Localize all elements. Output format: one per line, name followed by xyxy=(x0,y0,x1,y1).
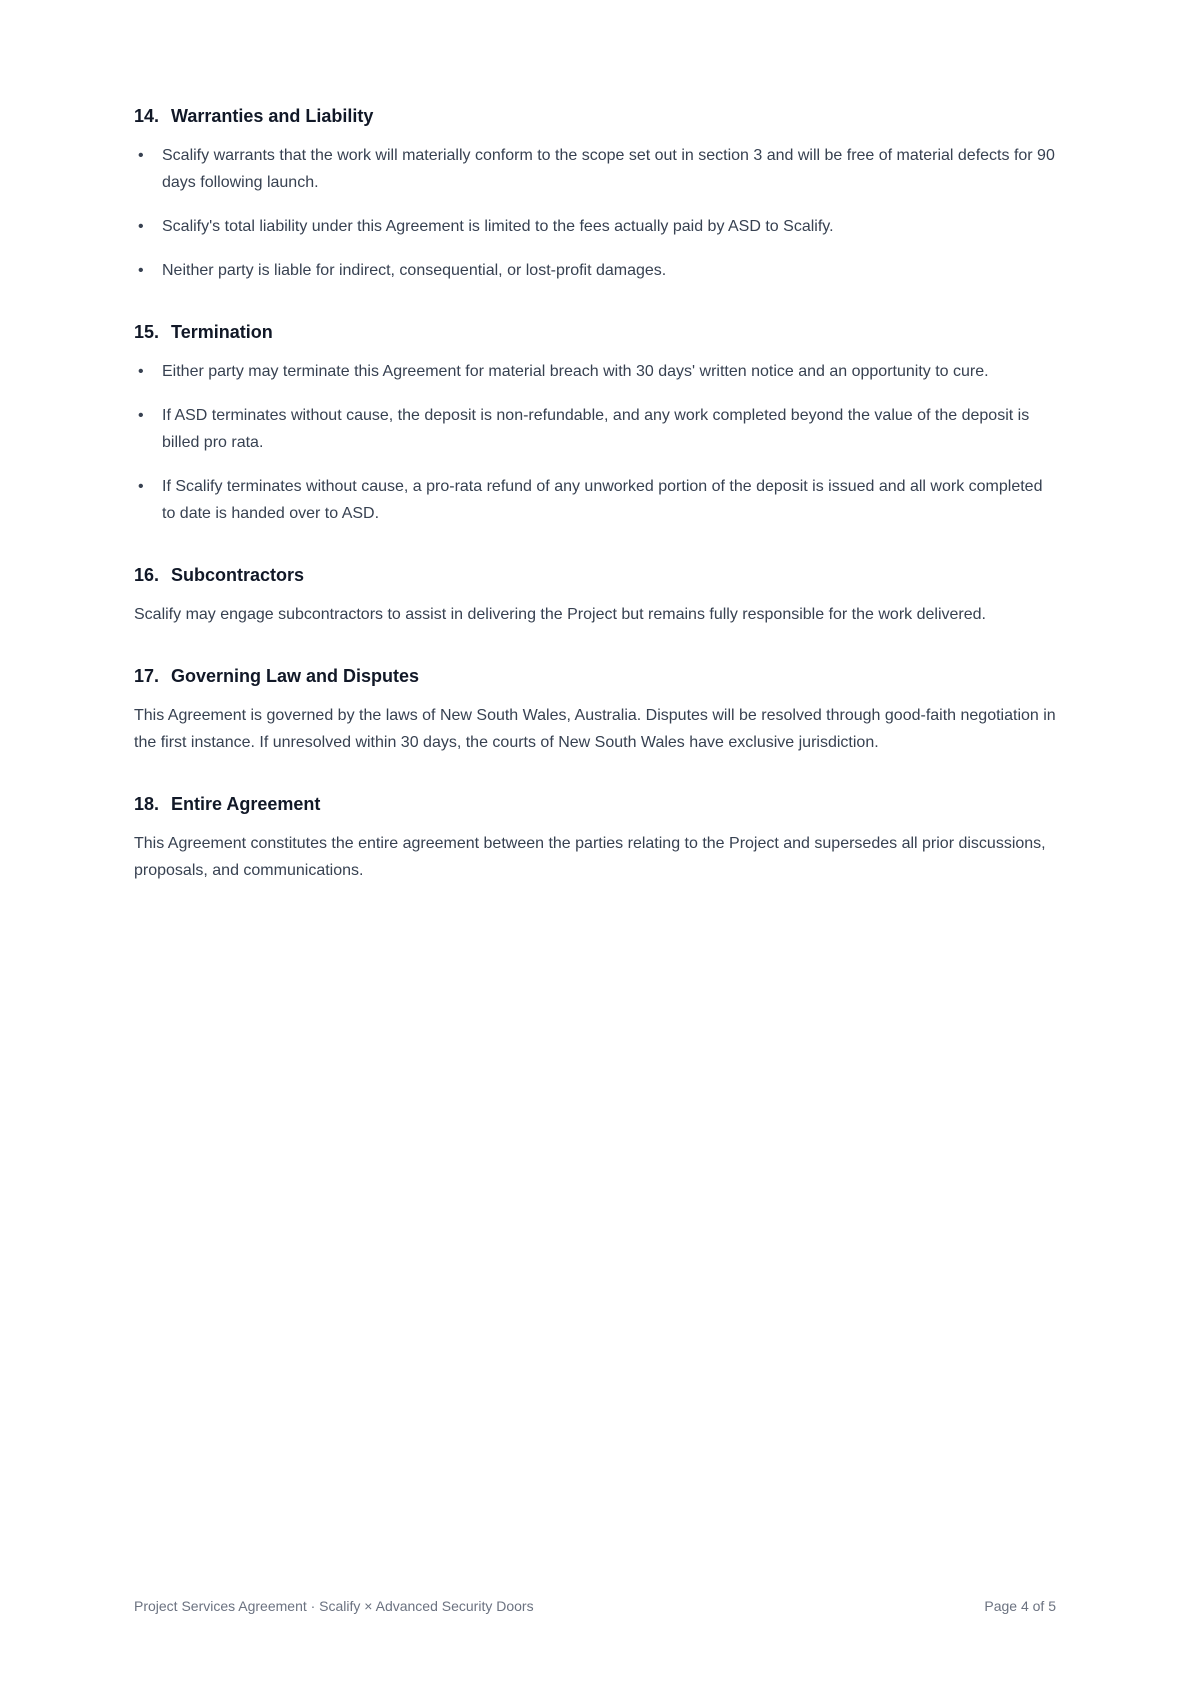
page-footer xyxy=(134,1596,1056,1616)
bullet-text: Scalify warrants that the work will materially conform to the scope set out in section 3 and will be free of material defects for 90 days following launch. xyxy=(162,147,1055,191)
bullet-text: If Scalify terminates without cause, a pro-rata refund of any unworked portion of the deposit is issued and all work completed to date is handed over to ASD. xyxy=(162,478,1043,522)
bullet-text: Either party may terminate this Agreement for material breach with 30 days' written notice and an opportunity to cure. xyxy=(162,363,989,380)
section-title: Termination xyxy=(171,322,273,342)
section-title: Subcontractors xyxy=(171,565,305,585)
bullet-list xyxy=(134,142,1058,284)
bullet-item xyxy=(134,473,1058,527)
section-heading xyxy=(134,320,1058,344)
document-section xyxy=(134,104,1058,284)
bullet-marker: • xyxy=(138,407,144,424)
bullet-text: Neither party is liable for indirect, consequential, or lost-profit damages. xyxy=(162,262,667,279)
section-heading xyxy=(134,563,1058,587)
section-number: 17. xyxy=(134,666,160,686)
bullet-item xyxy=(134,358,1058,385)
body-paragraph: Scalify may engage subcontractors to assist in delivering the Project but remains fully responsible for the work delivered. xyxy=(134,606,986,623)
section-heading xyxy=(134,104,1058,128)
bullet-marker: • xyxy=(138,478,144,495)
section-number: 18. xyxy=(134,794,160,814)
bullet-text: Scalify's total liability under this Agreement is limited to the fees actually paid by ASD to Scalify. xyxy=(162,218,834,235)
bullet-item xyxy=(134,142,1058,196)
bullet-item xyxy=(134,213,1058,240)
document-section xyxy=(134,563,1058,628)
section-number: 14. xyxy=(134,106,160,126)
footer-page-number: Page 4 of 5 xyxy=(984,1598,1056,1614)
document-section xyxy=(134,792,1058,884)
section-title: Governing Law and Disputes xyxy=(171,666,420,686)
body-paragraph: This Agreement constitutes the entire agreement between the parties relating to the Project and supersedes all prior discussions, proposals, and communications. xyxy=(134,835,1046,879)
bullet-text: If ASD terminates without cause, the deposit is non-refundable, and any work completed beyond the value of the deposit is billed pro rata. xyxy=(162,407,1030,451)
bullet-marker: • xyxy=(138,363,144,380)
bullet-marker: • xyxy=(138,218,144,235)
bullet-marker: • xyxy=(138,262,144,279)
bullet-item xyxy=(134,257,1058,284)
document-content xyxy=(134,104,1058,920)
document-section xyxy=(134,320,1058,527)
document-section xyxy=(134,664,1058,756)
bullet-marker: • xyxy=(138,147,144,164)
section-heading xyxy=(134,792,1058,816)
body-paragraph: This Agreement is governed by the laws of New South Wales, Australia. Disputes will be resolved through good-faith negotiation in the first instance. If unresolved within 30 days, the courts of New South Wales have exclusive jurisdiction. xyxy=(134,707,1056,751)
section-heading xyxy=(134,664,1058,688)
bullet-list xyxy=(134,358,1058,527)
section-title: Warranties and Liability xyxy=(171,106,374,126)
bullet-item xyxy=(134,402,1058,456)
section-title: Entire Agreement xyxy=(171,794,321,814)
section-number: 15. xyxy=(134,322,160,342)
footer-document-title: Project Services Agreement · Scalify × Advanced Security Doors xyxy=(134,1598,534,1614)
section-number: 16. xyxy=(134,565,160,585)
